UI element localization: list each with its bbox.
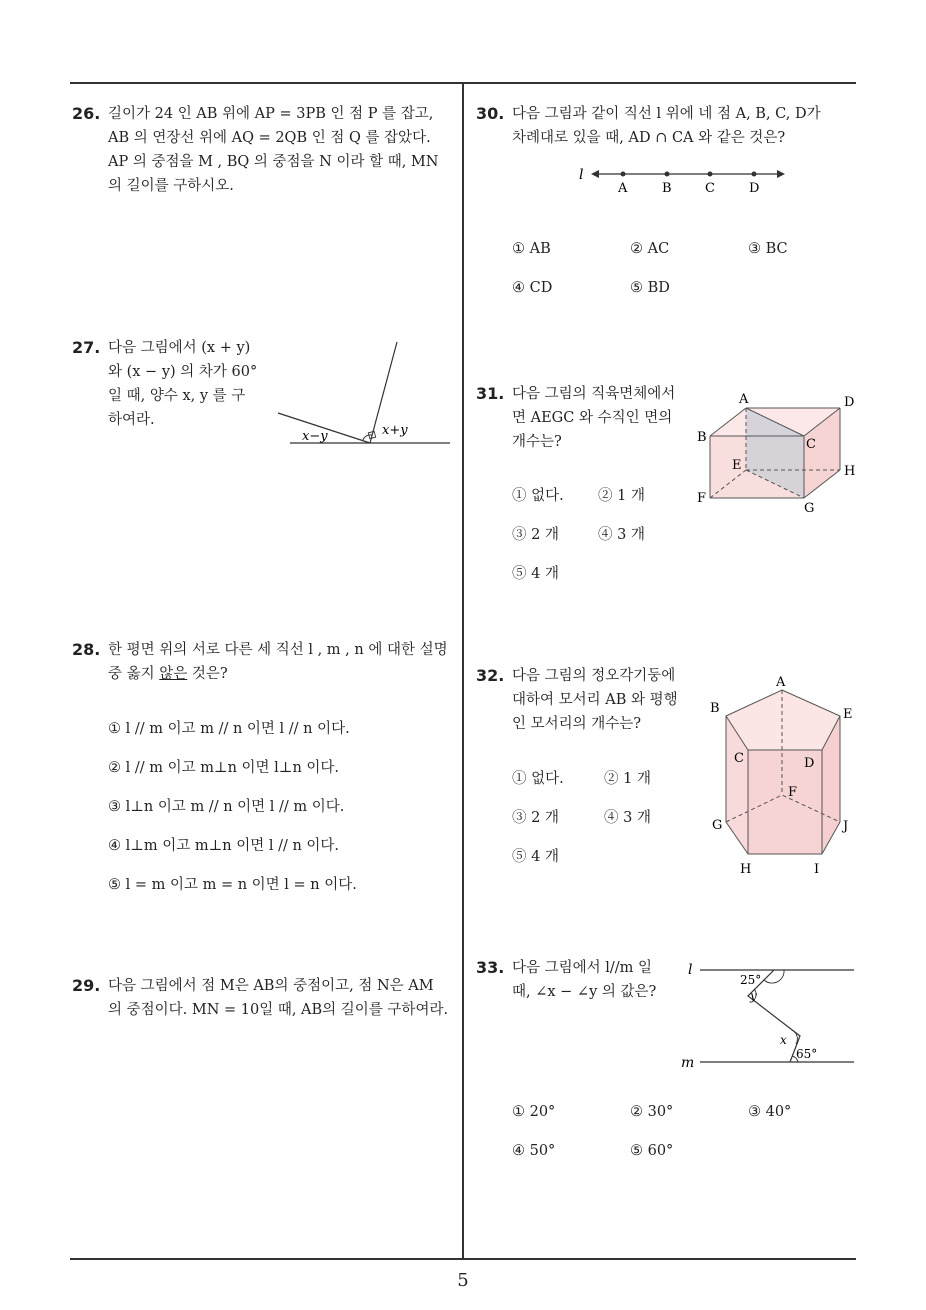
angle-65-label: 65° xyxy=(796,1047,818,1061)
parallel-lines-figure xyxy=(678,956,858,1076)
q32-option-1[interactable]: ① 없다. xyxy=(512,771,564,787)
line-l-label: l xyxy=(688,962,693,978)
q33-option-3[interactable]: ③ 40° xyxy=(748,1104,792,1120)
question-number: 31. xyxy=(476,384,505,403)
q33-option-5[interactable]: ⑤ 60° xyxy=(630,1143,674,1159)
point-b: B xyxy=(662,181,672,196)
question-text: 다음 그림에서 (x + y) 와 (x − y) 의 차가 60° 일 때, 양수 x, y 를 구 하여라. xyxy=(108,340,258,428)
vertex-h: H xyxy=(740,862,752,877)
angle-x-label: x xyxy=(780,1033,787,1047)
question-text-line2a: 중 옳지 xyxy=(108,666,160,682)
q30-option-3[interactable]: ③ BC xyxy=(748,241,788,257)
vertex-h: H xyxy=(844,464,856,479)
vertex-c: C xyxy=(734,751,744,766)
question-text: 다음 그림에서 점 M은 AB의 중점이고, 점 N은 AM 의 중점이다. MN = 10일 때, AB의 길이를 구하여라. xyxy=(108,978,449,1018)
cuboid-figure xyxy=(694,388,864,518)
q30-option-5[interactable]: ⑤ BD xyxy=(630,280,670,296)
q28-option-1[interactable]: ① l // m 이고 m // n 이면 l // n 이다. xyxy=(108,721,350,737)
question-text: 다음 그림에서 l//m 일 때, ∠x − ∠y 의 값은? xyxy=(512,960,657,1000)
q33-option-2[interactable]: ② 30° xyxy=(630,1104,674,1120)
question-number: 30. xyxy=(476,104,505,123)
question-number: 32. xyxy=(476,666,505,685)
vertex-f: F xyxy=(788,785,798,800)
vertex-c: C xyxy=(806,437,816,452)
question-text: 다음 그림과 같이 직선 l 위에 네 점 A, B, C, D가 차례대로 있을 때, AD ∩ CA 와 같은 것은? xyxy=(512,106,821,146)
column-divider xyxy=(462,82,464,1260)
vertex-e: E xyxy=(732,458,742,473)
question-text: 길이가 24 인 AB 위에 AP = 3PB 인 점 P 를 잡고, AB 의 연장선 위에 AQ = 2QB 인 점 Q 를 잡았다. AP 의 중점을 M , BQ 의 중점을 N 이라 할 때, MN 의 길이를 구하시오. xyxy=(108,106,439,194)
q32-option-5[interactable]: ⑤ 4 개 xyxy=(512,849,559,865)
underlined-word: 않은 xyxy=(159,666,188,682)
vertex-d: D xyxy=(804,756,815,771)
q30-option-2[interactable]: ② AC xyxy=(630,241,670,257)
bottom-rule xyxy=(70,1258,856,1260)
line-figure xyxy=(575,162,795,202)
question-text: 다음 그림의 직육면체에서 면 AEGC 와 수직인 면의 개수는? xyxy=(512,386,676,450)
q28-option-5[interactable]: ⑤ l = m 이고 m = n 이면 l = n 이다. xyxy=(108,877,357,893)
question-number: 33. xyxy=(476,958,505,977)
question-text-line2c: 것은? xyxy=(187,666,228,682)
vertex-a: A xyxy=(739,392,749,407)
vertex-j: J xyxy=(843,819,849,834)
q31-option-1[interactable]: ① 없다. xyxy=(512,488,564,504)
q28-option-3[interactable]: ③ l⊥n 이고 m // n 이면 l // m 이다. xyxy=(108,799,345,815)
question-number: 28. xyxy=(72,640,101,659)
q30-option-1[interactable]: ① AB xyxy=(512,241,551,257)
q30-option-4[interactable]: ④ CD xyxy=(512,280,553,296)
line-label: l xyxy=(579,167,584,183)
q32-option-2[interactable]: ② 1 개 xyxy=(604,771,651,787)
q32-option-4[interactable]: ④ 3 개 xyxy=(604,810,651,826)
angle-y-label: y xyxy=(750,989,757,1003)
point-c: C xyxy=(705,181,715,196)
point-d: D xyxy=(749,181,760,196)
vertex-b: B xyxy=(710,701,720,716)
q31-option-4[interactable]: ④ 3 개 xyxy=(598,527,645,543)
vertex-g: G xyxy=(712,818,723,833)
vertex-f: F xyxy=(697,491,707,506)
question-number: 26. xyxy=(72,104,101,123)
q32-option-3[interactable]: ③ 2 개 xyxy=(512,810,559,826)
q28-option-4[interactable]: ④ l⊥m 이고 m⊥n 이면 l // n 이다. xyxy=(108,838,340,854)
question-number: 29. xyxy=(72,976,101,995)
q33-option-1[interactable]: ① 20° xyxy=(512,1104,556,1120)
page-number: 5 xyxy=(457,1270,469,1291)
q31-option-2[interactable]: ② 1 개 xyxy=(598,488,645,504)
q31-option-5[interactable]: ⑤ 4 개 xyxy=(512,566,559,582)
label-x-plus-y: x+y xyxy=(382,423,408,438)
angle-25-label: 25° xyxy=(740,973,762,987)
line-m-label: m xyxy=(681,1055,695,1071)
vertex-e: E xyxy=(843,707,853,722)
question-number: 27. xyxy=(72,338,101,357)
q31-option-3[interactable]: ③ 2 개 xyxy=(512,527,559,543)
q33-option-4[interactable]: ④ 50° xyxy=(512,1143,556,1159)
pentagonal-prism-figure xyxy=(704,672,864,882)
vertex-d: D xyxy=(844,395,855,410)
question-text-line1: 한 평면 위의 서로 다른 세 직선 l , m , n 에 대한 설명 xyxy=(108,642,448,658)
vertex-b: B xyxy=(697,430,707,445)
vertex-g: G xyxy=(804,501,815,516)
angle-figure xyxy=(270,330,460,460)
point-a: A xyxy=(618,181,628,196)
vertex-a: A xyxy=(776,675,786,690)
q28-option-2[interactable]: ② l // m 이고 m⊥n 이면 l⊥n 이다. xyxy=(108,760,340,776)
vertex-i: I xyxy=(814,862,820,877)
question-text: 다음 그림의 정오각기둥에 대하여 모서리 AB 와 평행 인 모서리의 개수는? xyxy=(512,668,678,732)
question-text xyxy=(108,638,448,686)
label-x-minus-y: x−y xyxy=(302,429,328,444)
